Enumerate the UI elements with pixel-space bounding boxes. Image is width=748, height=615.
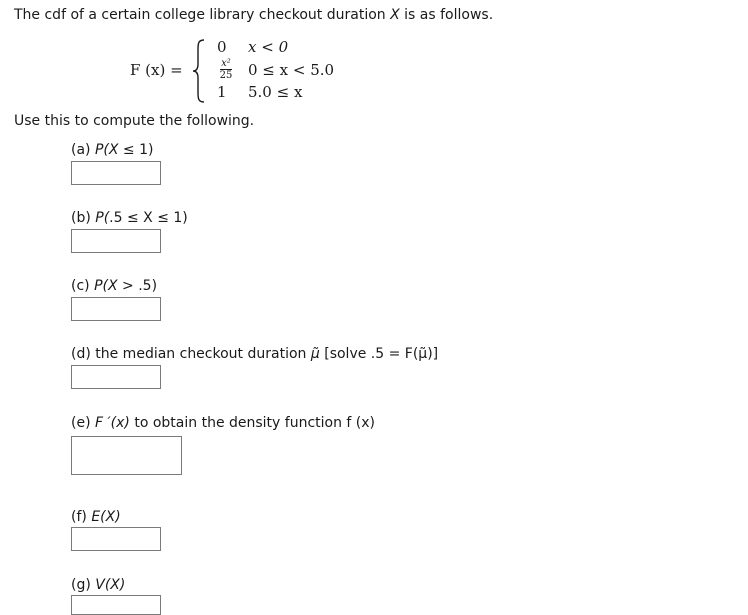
intro-variable: X <box>390 7 400 23</box>
question-b-suffix: .5 ≤ X ≤ 1) <box>109 210 188 226</box>
instructions-text: Use this to compute the following. <box>14 113 255 129</box>
question-a-prefix: (a) <box>71 142 95 158</box>
question-d-suffix: [solve .5 = F(μ̃)] <box>319 346 439 362</box>
question-f-label <box>71 509 121 525</box>
answer-c-input[interactable] <box>71 297 161 321</box>
case-0-condition: x < 0 <box>248 38 289 56</box>
cdf-lhs: F (x) = <box>130 61 183 79</box>
case-1-numerator: x² <box>221 58 231 69</box>
case-1-condition: 0 ≤ x < 5.0 <box>248 61 335 79</box>
answer-e-input[interactable] <box>71 436 182 475</box>
question-a-suffix: ≤ 1) <box>118 142 154 158</box>
question-g-prefix: (g) <box>71 577 96 593</box>
case-0-value: 0 <box>217 38 227 56</box>
answer-f-input[interactable] <box>71 527 161 551</box>
question-c-math: P(X <box>94 278 118 294</box>
intro-text-after: is as follows. <box>399 7 494 23</box>
question-b-math: P( <box>95 210 110 226</box>
case-2-condition: 5.0 ≤ x <box>248 83 303 101</box>
question-g-math: V(X) <box>95 577 126 593</box>
question-b-label <box>71 210 188 226</box>
case-1-denominator: 25 <box>219 70 233 81</box>
question-e-prefix: (e) <box>71 415 95 431</box>
question-g-label <box>71 577 125 593</box>
cdf-definition <box>130 38 360 104</box>
intro-text-before: The cdf of a certain college library checkout duration <box>14 7 391 23</box>
answer-a-input[interactable] <box>71 161 161 185</box>
question-e-suffix: to obtain the density function f (x) <box>129 415 376 431</box>
case-1-fraction <box>219 58 233 81</box>
question-b-prefix: (b) <box>71 210 96 226</box>
question-c-label <box>71 278 157 294</box>
left-brace-icon <box>192 38 206 104</box>
answer-b-input[interactable] <box>71 229 161 253</box>
question-d-label <box>71 346 438 362</box>
question-d-math: μ̃ <box>310 346 320 362</box>
answer-d-input[interactable] <box>71 365 161 389</box>
question-a-label <box>71 142 153 158</box>
question-f-math: E(X) <box>91 509 121 525</box>
question-e-label <box>71 415 375 431</box>
case-2-value: 1 <box>217 83 227 101</box>
question-f-prefix: (f) <box>71 509 92 525</box>
question-e-math: F ′(x) <box>95 415 130 431</box>
question-d-prefix: (d) the median checkout duration <box>71 346 311 362</box>
question-c-suffix: > .5) <box>117 278 158 294</box>
question-a-math: P(X <box>94 142 119 158</box>
intro-text <box>14 7 493 23</box>
question-c-prefix: (c) <box>71 278 95 294</box>
answer-g-input[interactable] <box>71 595 161 615</box>
